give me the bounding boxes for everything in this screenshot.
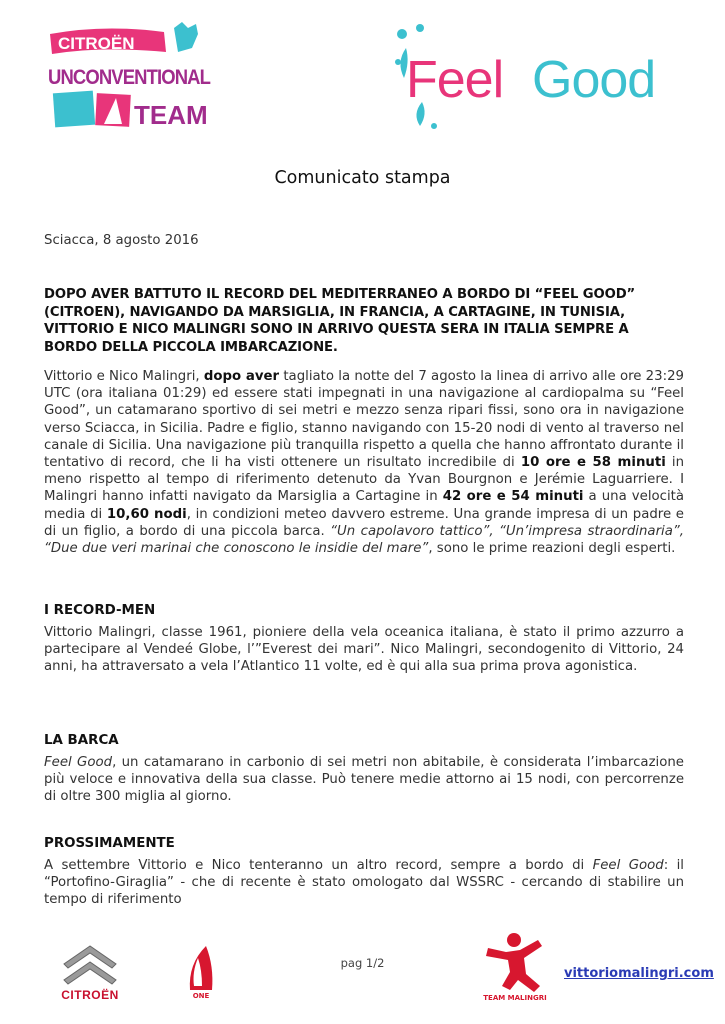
citroen-footer-logo bbox=[48, 944, 132, 1004]
feel-good-logo bbox=[392, 22, 692, 132]
prossimamente-text-1: A settembre Vittorio e Nico tenteranno un altro record, sempre a bordo di bbox=[44, 858, 593, 873]
citroen-brand-text: CITROËN bbox=[58, 34, 135, 53]
team-text: TEAM bbox=[134, 100, 208, 130]
para1-bold-3: 42 ore e 54 minuti bbox=[442, 489, 584, 505]
good-word: Good bbox=[532, 51, 656, 109]
citroen-unconventional-team-logo bbox=[44, 20, 214, 132]
headline: DOPO AVER BATTUTO IL RECORD DEL MEDITERRANEO A BORDO DI “FEEL GOOD” (CITROEN), NAVIGANDO DA MARSIGLIA, IN FRANCIA, A CARTAGINE, IN TUNISIA, VITTORIO E NICO MALINGRI SONO IN ARRIVO QUESTA SERA IN ITALIA SEMPRE A BORDO DELLA PICCOLA IMBARCAZIONE. bbox=[44, 287, 636, 355]
para1-text-3: in meno rispetto al tempo di riferimento detenuto da Yvan Bourgnon e Jerémie Laguarriere. I Malingri hanno infatti navigato da Marsiglia a Cartagine in bbox=[44, 455, 685, 505]
prossimamente-boat-name: Feel Good bbox=[592, 858, 664, 873]
para1-text-1: Vittorio e Nico Malingri, bbox=[44, 369, 204, 384]
website-link[interactable]: vittoriomalingri.com bbox=[564, 966, 714, 981]
team-malingri-label: TEAM MALINGRI bbox=[483, 994, 547, 1002]
main-paragraph bbox=[44, 368, 684, 557]
section-text-la-barca bbox=[44, 754, 684, 806]
section-text-record-men: Vittorio Malingri, classe 1961, pioniere della vela oceanica italiana, è stato il primo azzurro a partecipare al Vendeé Globe, l’”Everest dei mari”. Nico Malingri, secondogenito di Vittorio, 24 anni, ha attraversato a vela l’Atlantico 11 volte, ed è qui alla sua prima prova agonistica. bbox=[44, 625, 684, 675]
para1-text-2: tagliato la notte del 7 agosto la linea di arrivo alle ore 23:29 UTC (ora italiana 01:29) ed essere stati impegnati in una navigazione al cardiopalma su “Feel Good”, un catamarano sportivo di sei metri e mezzo senza ripari fissi, sono ora in navigazione verso Sciacca, in Sicilia. Padre e figlio, stanno navigando con 15-20 nodi di vento al traverso nel canale di Sicilia. Una navigazione più tranquilla rispetto a quella che hanno affrontato durante il tentativo di record, che li ha visti ottenere un risultato incredibile di bbox=[44, 369, 685, 471]
section-heading-prossimamente: PROSSIMAMENTE bbox=[44, 836, 175, 851]
one-label: ONE bbox=[192, 992, 210, 1000]
document-title: Comunicato stampa bbox=[274, 168, 451, 188]
team-malingri-figure-icon bbox=[480, 930, 550, 994]
page-number: pag 1/2 bbox=[340, 956, 385, 970]
para1-text-4: a una velocità media di bbox=[44, 489, 685, 522]
one-sail-logo bbox=[184, 944, 218, 1004]
document-date: Sciacca, 8 agosto 2016 bbox=[44, 233, 199, 248]
barca-text: , un catamarano in carbonio di sei metri non abitabile, è considerata l’imbarcazione più veloce e innovativa della sua classe. Può tenere medie attorno ai 15 nodi, con percorrenze di oltre 300 miglia al giorno. bbox=[44, 755, 684, 805]
section-heading-record-men: I RECORD-MEN bbox=[44, 603, 156, 618]
feel-word: Feel bbox=[406, 51, 504, 109]
citroen-footer-label: CITROËN bbox=[61, 988, 119, 1002]
para1-bold-1: dopo aver bbox=[203, 369, 280, 384]
team-malingri-logo bbox=[480, 930, 550, 1010]
para1-text-6: , sono le prime reazioni degli esperti. bbox=[428, 541, 676, 557]
barca-boat-name: Feel Good bbox=[44, 755, 113, 770]
section-text-prossimamente bbox=[44, 857, 684, 909]
section-heading-la-barca: LA BARCA bbox=[44, 733, 119, 748]
para1-bold-2: 10 ore e 58 minuti bbox=[520, 455, 666, 471]
prossimamente-text-2: : il “Portofino-Giraglia” - che di recente è stato omologato dal WSSRC - cercando di stabilire un tempo di riferimento bbox=[44, 858, 684, 908]
citroen-unconventional-logo-graphic bbox=[44, 20, 214, 132]
para1-bold-4: 10,60 nodi bbox=[106, 506, 187, 522]
para1-text-5: , in condizioni meteo davvero estreme. Una grande impresa di un padre e di un figlio, a bordo di una piccola barca. bbox=[44, 506, 684, 539]
para1-quotes: “Un capolavoro tattico”, “Un’impresa straordinaria”, “Due due veri marinai che conoscono le insidie del mare” bbox=[44, 523, 684, 557]
unconventional-text: UNCONVENTIONAL bbox=[48, 66, 212, 89]
